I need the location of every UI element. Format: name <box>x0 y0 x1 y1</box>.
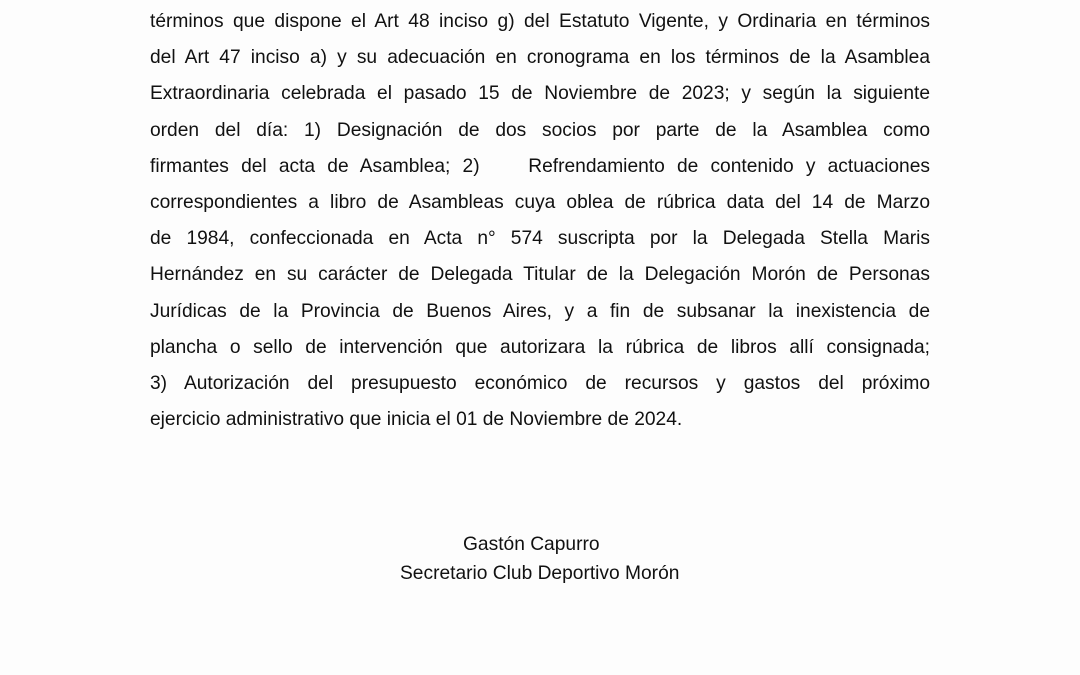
paragraph-line-10: plancha o sello de intervención que autorizara la rúbrica de libros allí consignada; <box>150 336 930 358</box>
signatory-role: Secretario Club Deportivo Morón <box>400 563 680 584</box>
paragraph-line-12: ejercicio administrativo que inicia el 01 de Noviembre de 2024. <box>150 409 683 431</box>
paragraph-line-11: 3) Autorización del presupuesto económico de recursos y gastos del próximo <box>150 372 930 394</box>
paragraph-line-7: de 1984, confeccionada en Acta n° 574 suscripta por la Delegada Stella Maris <box>150 228 930 250</box>
body-paragraph <box>150 4 930 438</box>
paragraph-line-4: orden del día: 1) Designación de dos socios por parte de la Asamblea como <box>150 119 930 141</box>
paragraph-line-1: términos que dispone el Art 48 inciso g) del Estatuto Vigente, y Ordinaria en términos <box>150 11 930 32</box>
paragraph-line-9: Jurídicas de la Provincia de Buenos Aires, y a fin de subsanar la inexistencia de <box>150 300 930 322</box>
paragraph-line-5: firmantes del acta de Asamblea; 2) Refrendamiento de contenido y actuaciones <box>150 155 930 177</box>
paragraph-line-2: del Art 47 inciso a) y su adecuación en cronograma en los términos de la Asamblea <box>150 47 930 69</box>
paragraph-line-8: Hernández en su carácter de Delegada Titular de la Delegación Morón de Personas <box>150 264 930 286</box>
paragraph-line-6: correspondientes a libro de Asambleas cuya oblea de rúbrica data del 14 de Marzo <box>150 191 930 213</box>
paragraph-line-3: Extraordinaria celebrada el pasado 15 de Noviembre de 2023; y según la siguiente <box>150 83 930 105</box>
signatory-name: Gastón Capurro <box>463 534 600 555</box>
